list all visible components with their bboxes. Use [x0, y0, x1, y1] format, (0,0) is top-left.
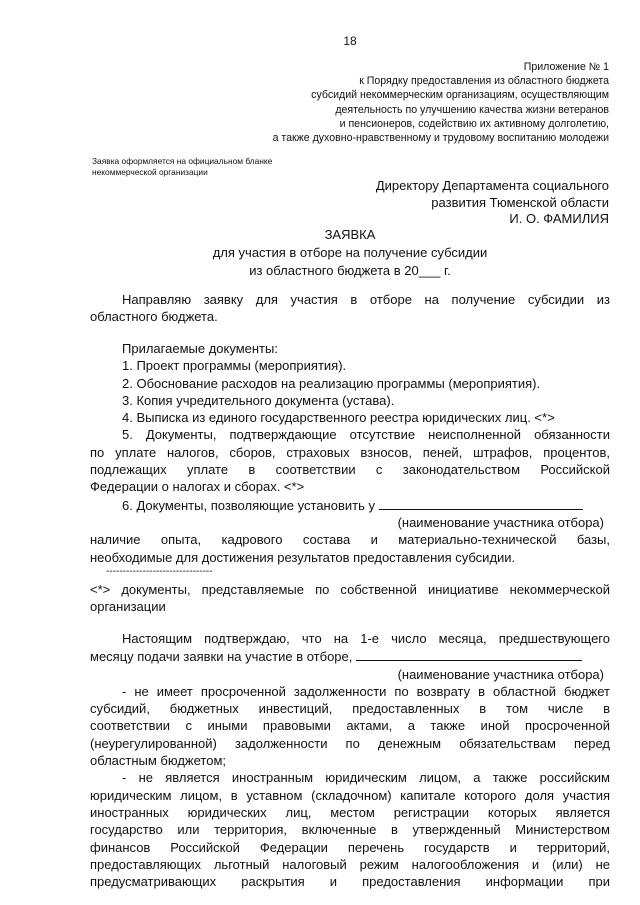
form-note-line: некоммерческой организации [92, 167, 208, 177]
documents-heading: Прилагаемые документы: [122, 341, 278, 356]
appendix-line: к Порядку предоставления из областного бюджета [359, 75, 609, 88]
condition-item-cont: (неурегулированной) задолженности по денежным обязательствам перед [90, 735, 610, 751]
footnote-separator: -------------------------------- [106, 566, 213, 577]
condition-item-cont: государство или территория, включенные в утвержденный Министерством [90, 822, 610, 838]
appendix-line: и пенсионеров, содействию их активному долголетию, [339, 117, 609, 130]
condition-item-cont: предоставляющих льготный налоговый режим налогообложения и (или) не [90, 856, 610, 872]
document-item-cont: по уплате налогов, сборов, страховых взносов, пеней, штрафов, процентов, [90, 444, 610, 460]
condition-item: - не имеет просроченной задолженности по возврату в областной бюджет [122, 683, 610, 699]
confirmation-line [90, 647, 610, 665]
addressee-block [209, 178, 609, 228]
confirmation-section [90, 630, 610, 890]
participant-name-blank[interactable] [379, 496, 583, 510]
document-item-cont: подлежащих уплате в соответствии с законодательством Российской [90, 462, 610, 478]
condition-item: - не является иностранным юридическим лицом, а также российским [122, 770, 610, 786]
document-item [90, 496, 610, 514]
document-item: 2. Обоснование расходов на реализацию программы (мероприятия). [122, 375, 541, 391]
appendix-line: а также духовно-нравственному и трудовому воспитанию молодежи [272, 132, 609, 145]
addressee-line: Директору Департамента социального [375, 178, 609, 193]
footnote [90, 566, 610, 616]
intro-line: Направляю заявку для участия в отборе на получение субсидии из [122, 292, 610, 307]
document-item-cont: наличие опыта, кадрового состава и материально-технической базы, [90, 532, 610, 548]
intro-line: областного бюджета. [90, 309, 218, 325]
document-item-text: 6. Документы, позволяющие установить у [122, 497, 375, 513]
blank-caption: (наименование участника отбора) [397, 514, 604, 530]
condition-item-cont: финансов Российской Федерации перечень государств и территорий, [90, 839, 610, 855]
documents-list [90, 340, 610, 566]
footnote-line: организации [90, 599, 166, 615]
condition-item-cont: соответствии с иными правовыми актами, а также иной просроченной [90, 718, 610, 734]
title-line: из областного бюджета в 20___ г. [249, 263, 451, 278]
confirmation-line: Настоящим подтверждаю, что на 1-е число месяца, предшествующего [122, 631, 610, 646]
title-heading: ЗАЯВКА [324, 227, 376, 242]
addressee-line: развития Тюменской области [431, 194, 609, 210]
document-item-cont: Федерации о налогах и сборах. <*> [90, 479, 305, 495]
appendix-line: деятельность по улучшению качества жизни ветеранов [335, 103, 609, 116]
confirmation-text: месяцу подачи заявки на участие в отборе, [90, 649, 353, 665]
document-title [90, 226, 610, 280]
document-item: 3. Копия учредительного документа (устава). [122, 392, 395, 408]
participant-name-blank[interactable] [356, 647, 582, 661]
document-item: 5. Документы, подтверждающие отсутствие неисполненной обязанности [122, 427, 610, 443]
title-line: для участия в отборе на получение субсидии [212, 245, 488, 260]
document-item-cont: необходимые для достижения результатов предоставления субсидии. [90, 549, 516, 565]
condition-item-cont: предусматривающих раскрытия и предоставления информации при [90, 874, 610, 890]
appendix-line: Приложение № 1 [523, 61, 609, 73]
page-number: 18 [343, 34, 357, 48]
form-note [92, 156, 272, 178]
condition-item-cont: областным бюджетом; [90, 753, 227, 769]
document-item: 4. Выписка из единого государственного реестра юридических лиц. <*> [122, 410, 555, 426]
blank-caption: (наименование участника отбора) [397, 666, 604, 682]
form-note-line: Заявка оформляется на официальном бланке [92, 156, 273, 166]
condition-item-cont: юридическим лицом, в уставном (складочном) капитале которого доля участия [90, 787, 610, 803]
appendix-line: субсидий некоммерческим организациям, осуществляющим [311, 89, 609, 102]
document-item: 1. Проект программы (мероприятия). [122, 358, 347, 374]
appendix-header [49, 60, 609, 145]
condition-item-cont: субсидий, бюджетных инвестиций, предоставленных в том числе в [90, 701, 610, 717]
condition-item-cont: иностранных юридических лиц, местом регистрации которых является [90, 804, 610, 820]
addressee-name: И. О. ФАМИЛИЯ [509, 211, 609, 226]
footnote-line: <*> документы, представляемые по собственной инициативе некоммерческой [90, 582, 610, 597]
intro-paragraph [90, 291, 610, 326]
